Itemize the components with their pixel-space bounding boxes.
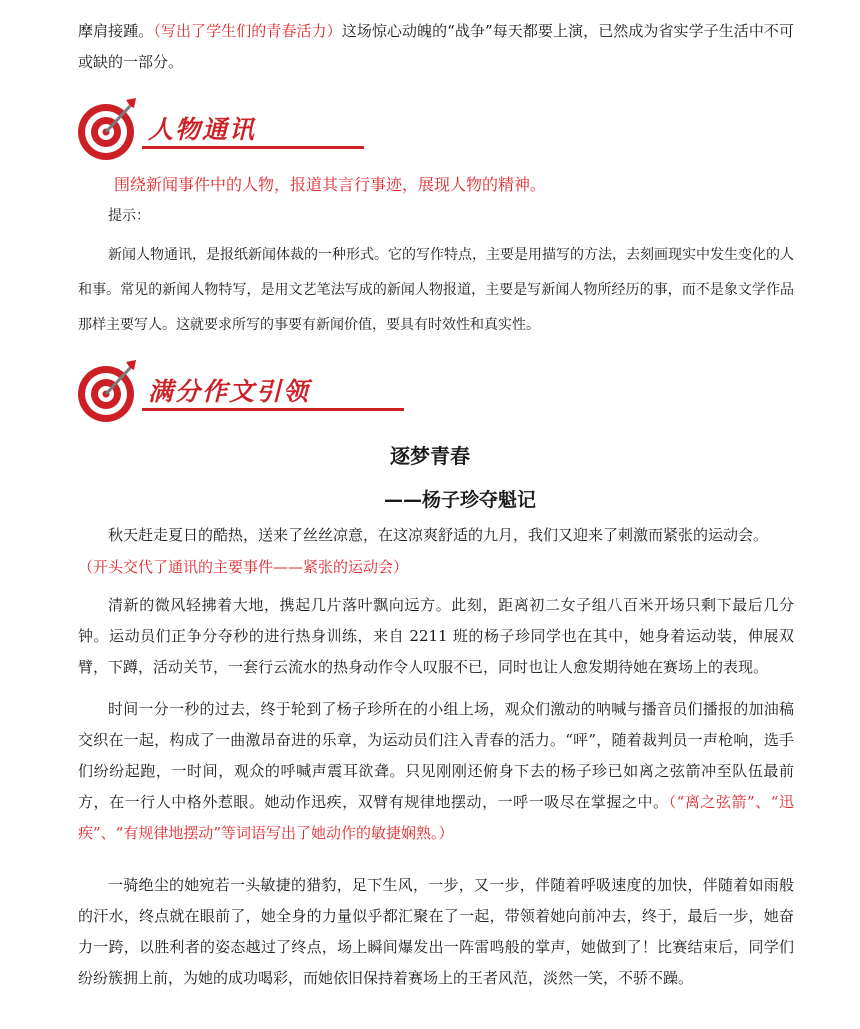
section-banner-people [76, 96, 336, 164]
essay-paragraph-3-note: （“离之弦箭”、“迅疾”、“有规律地摆动”等词语写出了她动作的敏捷娴熟。） [78, 793, 794, 842]
section1-intro: 围绕新闻事件中的人物，报道其言行事迹，展现人物的精神。 [114, 175, 547, 194]
banner-underline [142, 408, 404, 411]
hint-label: 提示： [108, 208, 150, 224]
top-para-text-end: 这场惊心动魄的“战争”每天都要上演，已然成为省实学子生活中不可或缺的一部分。 [78, 22, 794, 71]
essay-paragraph-3-text: 时间一分一秒的过去，终于轮到了杨子珍所在的小组上场，观众们激动的呐喊与播音员们播报的加油稿交织在一起，构成了一曲激昂奋进的乐章，为运动员们注入青春的活力。“呯”，随着裁判员一声枪响，选手们纷纷起跑，一时间，观众的呼喊声震耳欲聋。只见刚刚还俯身下去的杨子珍已如离之弦箭冲至队伍最前方，在一行人中格外惹眼。她动作迅疾，双臂有规律地摆动，一呼一吸尽在掌握之中。 [78, 700, 794, 811]
target-icon [76, 96, 142, 162]
banner-underline [142, 146, 364, 149]
top-para-note: （写出了学生们的青春活力） [153, 22, 342, 40]
top-paragraph [78, 16, 794, 78]
essay-paragraph-2: 清新的微风轻拂着大地，携起几片落叶飘向远方。此刻，距离初二女子组八百米开场只剩下最后几分钟。运动员们正争分夺秒的进行热身训练，来自 2211 班的杨子珍同学也在其中，她身着运动装，伸展双臂，下蹲，活动关节，一套行云流水的热身动作令人叹服不已，同时也让人愈发期待她在赛场上的表现。 [78, 596, 794, 676]
section2-title: 满分作文引领 [148, 377, 311, 406]
hint-paragraph: 新闻人物通讯，是报纸新闻体裁的一种形式。它的写作特点，主要是用描写的方法，去刻画现实中发生变化的人和事。常见的新闻人物特写，是用文艺笔法写成的新闻人物报道，主要是写新闻人物所经历的事，而不是象文学作品那样主要写人。这就要求所写的事要有新闻价值，要具有时效性和真实性。 [78, 247, 794, 333]
essay-paragraph-1: 秋天赶走夏日的酷热，送来了丝丝凉意，在这凉爽舒适的九月，我们又迎来了刺激而紧张的运动会。 [108, 526, 769, 544]
essay-subtitle: ——杨子珍夺魁记 [384, 489, 537, 511]
essay-paragraph-1-note: （开头交代了通讯的主要事件——紧张的运动会） [78, 558, 409, 576]
top-para-text: 摩肩接踵。 [78, 22, 154, 40]
section1-title: 人物通讯 [148, 115, 257, 144]
essay-title: 逐梦青春 [390, 444, 470, 468]
target-icon [76, 358, 142, 424]
essay-paragraph-4: 一骑绝尘的她宛若一头敏捷的猎豹，足下生风，一步，又一步，伴随着呼吸速度的加快，伴随着如雨般的汗水，终点就在眼前了，她全身的力量似乎都汇聚在了一起，带领着她向前冲去，终于，最后一步，她奋力一跨，以胜利者的姿态越过了终点，场上瞬间爆发出一阵雷鸣般的掌声，她做到了！比赛结束后，同学们纷纷簇拥上前，为她的成功喝彩，而她依旧保持着赛场上的王者风范，淡然一笑，不骄不躁。 [78, 876, 794, 987]
essay-paragraph-3 [78, 694, 794, 849]
section-banner-essay [76, 358, 406, 426]
